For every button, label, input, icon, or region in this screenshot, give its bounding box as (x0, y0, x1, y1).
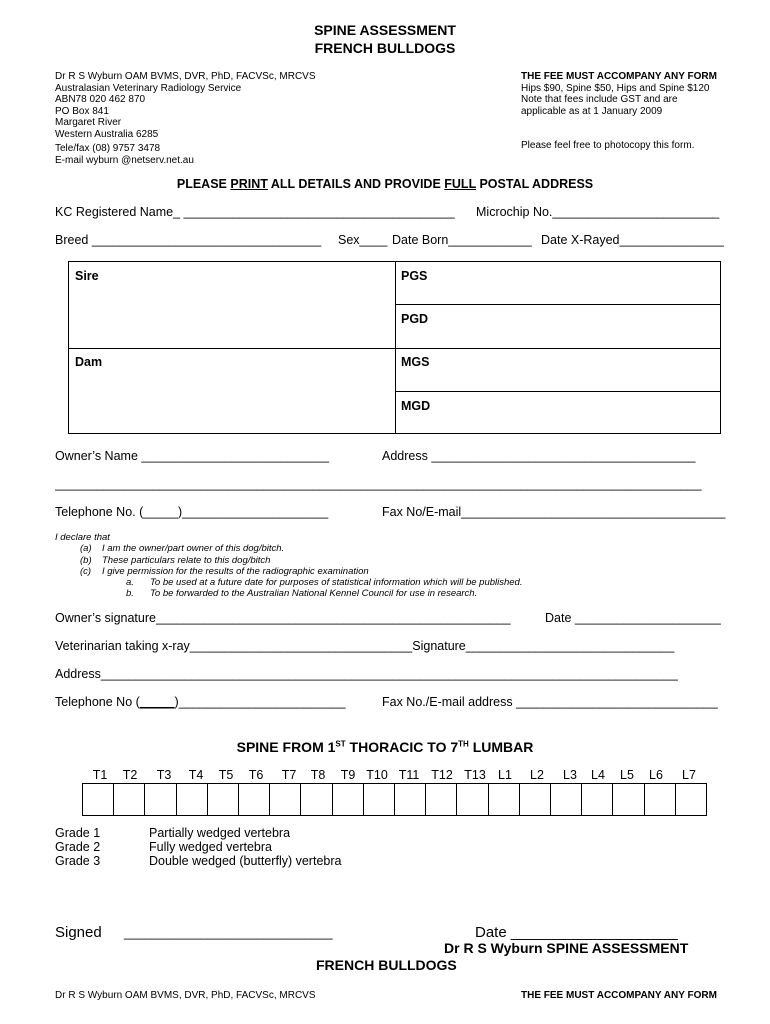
owner-telephone-field[interactable]: Telephone No. (_____)_____________________ (55, 505, 329, 519)
form-subtitle: FRENCH BULLDOGS (314, 40, 456, 56)
spine-grade-cell[interactable] (83, 784, 114, 815)
grade-label: Grade 2 (55, 840, 101, 854)
pedigree-rule (395, 304, 720, 305)
segment-label: T13 (464, 768, 486, 782)
declaration-item: I am the owner/part owner of this dog/bitch. (102, 543, 285, 554)
spine-grade-cell[interactable] (301, 784, 332, 815)
owner-signature-date-field[interactable]: Date _____________________ (545, 611, 721, 625)
kc-name-field[interactable]: KC Registered Name_ _______________________________________ (55, 205, 455, 219)
declaration-marker: (b) (80, 555, 92, 566)
sex-field[interactable]: Sex____ (338, 233, 388, 247)
segment-label: L2 (530, 768, 544, 782)
contact-line: E-mail wyburn @netserv.net.au (55, 154, 194, 166)
fee-line: Note that fees include GST and are (521, 94, 678, 105)
fee-heading: THE FEE MUST ACCOMPANY ANY FORM (521, 71, 717, 82)
mgd-cell[interactable]: MGD (401, 399, 431, 413)
segment-label: L3 (563, 768, 577, 782)
declaration-intro: I declare that (55, 532, 110, 543)
declaration-item: To be used at a future date for purposes of statistical information which will be published. (150, 577, 523, 588)
mgs-cell[interactable]: MGS (401, 355, 430, 369)
footer-title: Dr R S Wyburn SPINE ASSESSMENT (444, 940, 689, 956)
spine-grade-cell[interactable] (395, 784, 426, 815)
contact-line: Australasian Veterinary Radiology Service (55, 82, 242, 94)
declaration-marker: a. (126, 577, 134, 588)
fee-line: applicable as at 1 January 2009 (521, 105, 663, 117)
segment-label: L7 (682, 768, 696, 782)
spine-grade-cell[interactable] (676, 784, 706, 815)
footer-contact: Dr R S Wyburn OAM BVMS, DVR, PhD, FACVSc, MRCVS (55, 990, 316, 1001)
date-born-field[interactable]: Date Born____________ (392, 233, 532, 247)
spine-grade-cell[interactable] (145, 784, 176, 815)
fee-block (521, 71, 717, 117)
spine-heading: SPINE FROM 1ST THORACIC TO 7TH LUMBAR (236, 739, 534, 755)
spine-grade-cell[interactable] (333, 784, 364, 815)
footer-fee-note: THE FEE MUST ACCOMPANY ANY FORM (521, 990, 717, 1001)
spine-grade-cell[interactable] (489, 784, 520, 815)
grade-description: Partially wedged vertebra (149, 826, 291, 840)
pedigree-rule (69, 348, 720, 349)
contact-line: Margaret River (55, 117, 122, 128)
pgd-cell[interactable]: PGD (401, 312, 429, 326)
spine-grade-grid (82, 783, 707, 816)
vet-address-field[interactable]: Address___________________________________________________________________________________ (55, 667, 678, 681)
vet-signature-field[interactable]: Veterinarian taking x-ray________________________________Signature______________________________ (55, 639, 675, 653)
spine-grade-cell[interactable] (645, 784, 676, 815)
form-title: SPINE ASSESSMENT (314, 22, 456, 38)
grade-legend-descriptions (149, 826, 341, 868)
contact-line: Tele/fax (08) 9757 3478 (55, 143, 161, 154)
sire-cell[interactable]: Sire (75, 269, 99, 283)
declaration-marker: (a) (80, 543, 92, 554)
pedigree-table (68, 261, 721, 434)
grade-label: Grade 3 (55, 854, 101, 868)
owner-address-field[interactable]: Address ______________________________________ (382, 449, 696, 463)
fee-line: Hips $90, Spine $50, Hips and Spine $120 (521, 82, 710, 94)
owner-name-field[interactable]: Owner’s Name ___________________________ (55, 449, 330, 463)
segment-label: L4 (591, 768, 605, 782)
segment-label: T5 (218, 768, 234, 782)
segment-label: T7 (281, 768, 297, 782)
print-instruction: PLEASE PRINT ALL DETAILS AND PROVIDE FULL POSTAL ADDRESS (176, 177, 594, 191)
spine-grade-cell[interactable] (114, 784, 145, 815)
contact-line: PO Box 841 (55, 105, 109, 117)
segment-label: T2 (122, 768, 138, 782)
grade-label: Grade 1 (55, 826, 101, 840)
segment-label: T1 (92, 768, 108, 782)
segment-label: L5 (620, 768, 634, 782)
microchip-field[interactable]: Microchip No.________________________ (476, 205, 720, 219)
spine-grade-cell[interactable] (520, 784, 551, 815)
declaration-marker: (c) (80, 566, 92, 577)
segment-label: T12 (431, 768, 453, 782)
declaration-item: To be forwarded to the Australian National Kennel Council for use in research. (150, 588, 478, 599)
declaration-item: These particulars relate to this dog/bitch (102, 555, 271, 566)
spine-grade-cell[interactable] (208, 784, 239, 815)
segment-label: T9 (340, 768, 356, 782)
segment-label: T6 (248, 768, 264, 782)
date-xrayed-field[interactable]: Date X-Rayed_______________ (541, 233, 724, 247)
pgs-cell[interactable]: PGS (401, 269, 428, 283)
spine-grade-cell[interactable] (364, 784, 395, 815)
spine-grade-cell[interactable] (177, 784, 208, 815)
dam-cell[interactable]: Dam (75, 355, 103, 369)
breed-field[interactable]: Breed _________________________________ (55, 233, 322, 247)
spine-grade-cell[interactable] (613, 784, 644, 815)
pedigree-rule (395, 391, 720, 392)
vet-telephone-field[interactable]: Telephone No (_____)________________________ (55, 695, 346, 709)
declaration-marker: b. (126, 588, 134, 599)
contact-line: Dr R S Wyburn OAM BVMS, DVR, PhD, FACVSc, MRCVS (55, 71, 316, 82)
segment-label: T8 (310, 768, 326, 782)
segment-label: L6 (649, 768, 663, 782)
segment-label: T10 (366, 768, 388, 782)
vet-fax-field[interactable]: Fax No./E-mail address _____________________________ (382, 695, 718, 709)
spine-grade-cell[interactable] (426, 784, 457, 815)
contact-block (55, 71, 316, 166)
owner-fax-field[interactable]: Fax No/E-mail______________________________________ (382, 505, 726, 519)
segment-label: T4 (188, 768, 204, 782)
footer-subtitle: FRENCH BULLDOGS (316, 957, 457, 973)
declaration-item: I give permission for the results of the radiographic examination (102, 566, 369, 577)
photocopy-note: Please feel free to photocopy this form. (521, 140, 695, 151)
owner-address-line[interactable]: _____________________________________________________________________________________________ (55, 477, 702, 491)
owner-signature-field[interactable]: Owner’s signature___________________________________________________ (55, 611, 511, 625)
segment-label: T3 (156, 768, 172, 782)
spine-grade-cell[interactable] (582, 784, 613, 815)
grade-description: Fully wedged vertebra (149, 840, 272, 854)
spine-grade-cell[interactable] (239, 784, 270, 815)
spine-grade-cell[interactable] (457, 784, 488, 815)
spine-grade-cell[interactable] (551, 784, 582, 815)
spine-grade-cell[interactable] (270, 784, 301, 815)
signed-label: Signed (55, 924, 102, 941)
signed-field[interactable]: ______________________________ (124, 926, 333, 940)
segment-label: L1 (498, 768, 512, 782)
contact-line: ABN78 020 462 870 (55, 94, 146, 105)
contact-line: Western Australia 6285 (55, 128, 159, 140)
segment-label: T11 (398, 768, 420, 782)
grade-legend-labels (55, 826, 100, 868)
signed-date-field[interactable]: Date ____________________ (475, 924, 678, 941)
grade-description: Double wedged (butterfly) vertebra (149, 854, 342, 868)
